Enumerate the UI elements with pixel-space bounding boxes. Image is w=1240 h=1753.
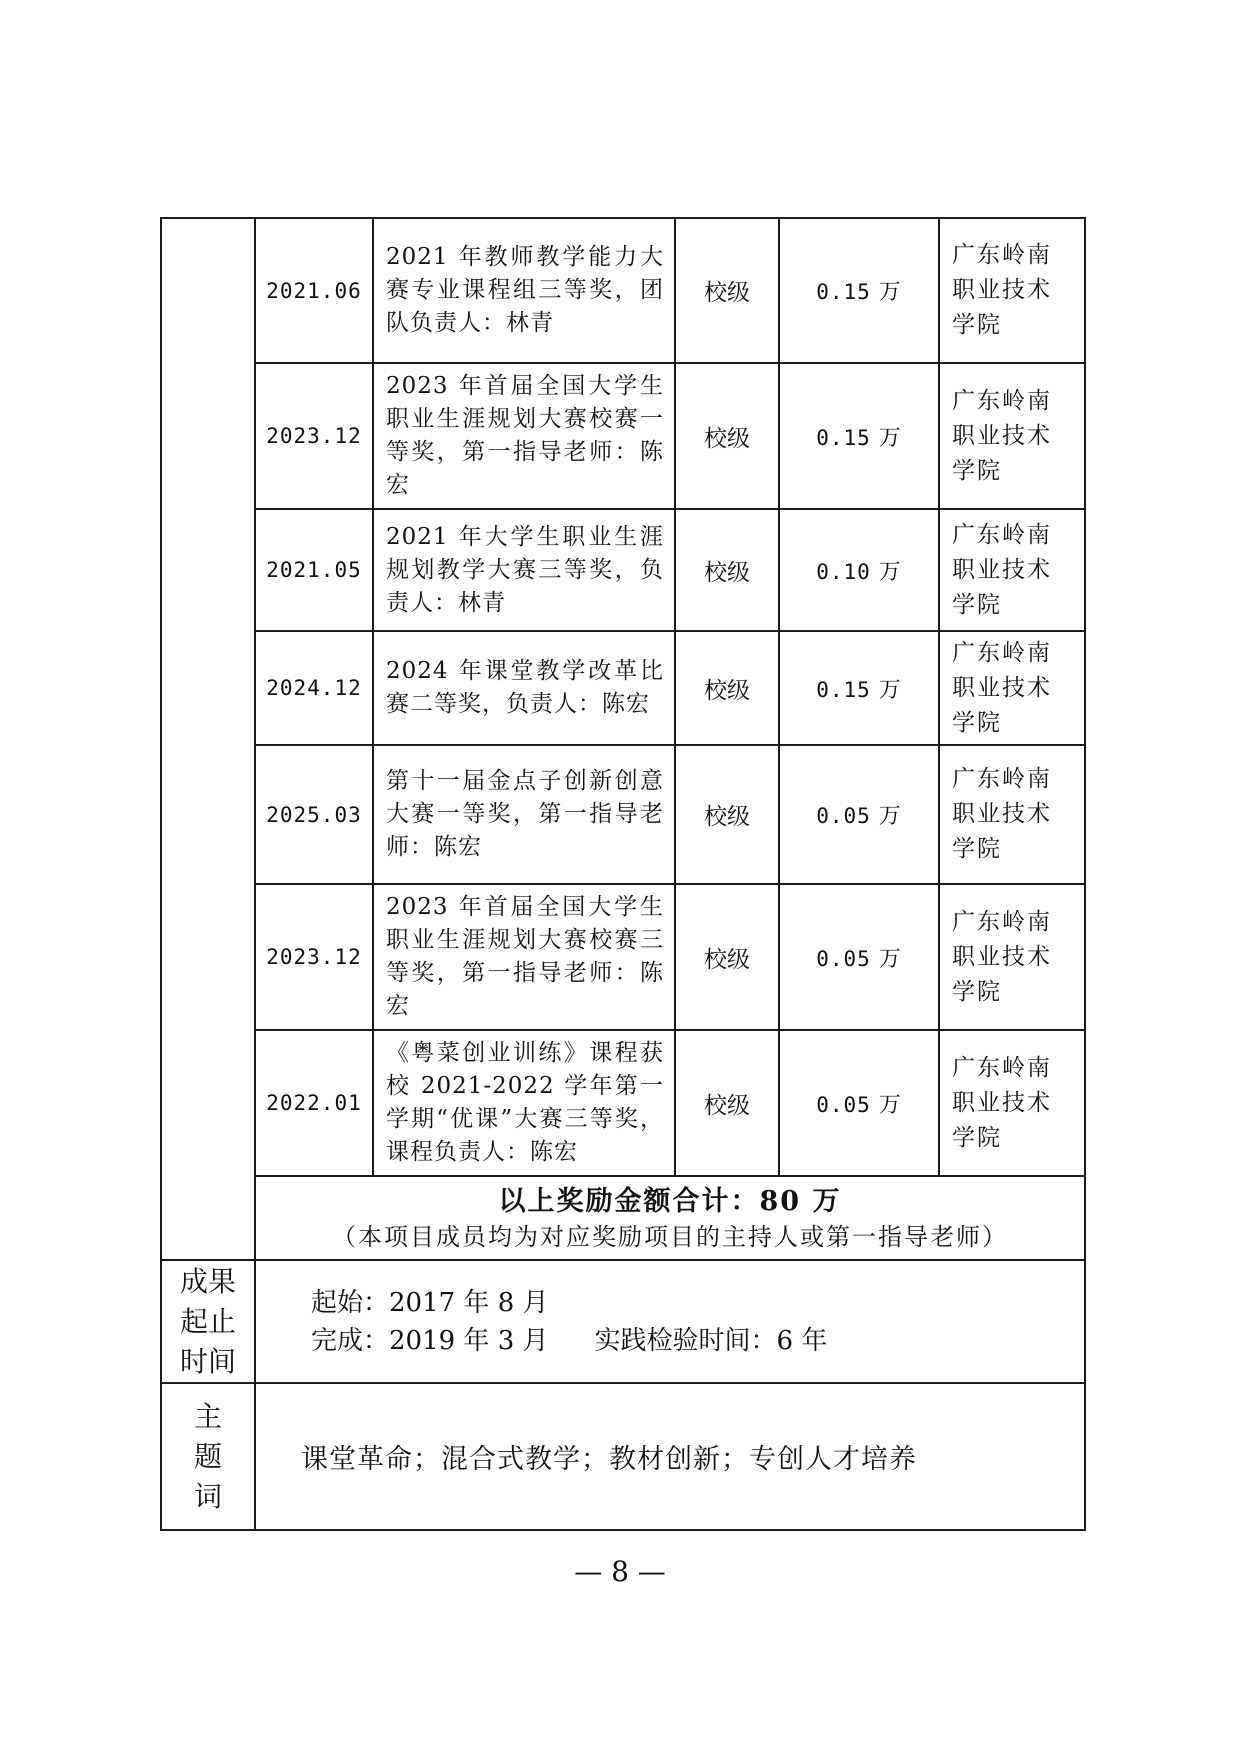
topics-label [161,1383,255,1530]
period-label [161,1260,255,1383]
award-amount-unit: 万 [878,1092,902,1118]
award-organization: 广东岭南职业技术学院 [939,218,1085,363]
award-level: 校级 [675,363,779,509]
award-amount-unit: 万 [878,804,902,829]
award-date: 2021.05 [255,509,373,631]
award-amount [779,218,939,363]
award-date: 2025.03 [255,745,373,884]
award-level: 校级 [675,509,779,631]
total-row [161,1176,1085,1260]
award-row [161,631,1085,745]
topics-label-line: 词 [193,1479,222,1513]
award-amount-value: 0.05 [816,804,871,828]
total-amount: 以上奖励金额合计：80 万 [498,1186,842,1217]
award-description: 2021 年大学生职业生涯规划教学大赛三等奖，负责人：林青 [373,509,675,631]
awards-table [160,217,1086,1531]
award-date: 2022.01 [255,1030,373,1176]
award-row [161,218,1085,363]
award-organization: 广东岭南职业技术学院 [939,363,1085,509]
award-description: 2024 年课堂教学改革比赛二等奖，负责人：陈宏 [373,631,675,745]
topics-content: 课堂革命；混合式教学；教材创新；专创人才培养 [255,1383,1085,1530]
award-amount-unit: 万 [878,559,902,585]
award-description: 《粤菜创业训练》课程获校 2021-2022 学年第一学期“优课”大赛三等奖，课程负责人：陈宏 [373,1030,675,1176]
award-organization: 广东岭南职业技术学院 [939,745,1085,884]
award-amount-value: 0.10 [816,559,871,584]
award-row [161,363,1085,509]
award-level: 校级 [675,631,779,745]
award-amount [779,363,939,509]
award-amount [779,884,939,1030]
topics-row [161,1383,1085,1530]
award-level: 校级 [675,884,779,1030]
period-start: 起始：2017 年 8 月 [311,1287,549,1318]
period-row [161,1260,1085,1383]
award-date: 2024.12 [255,631,373,745]
period-label-line: 起止 [179,1304,236,1338]
award-amount-value: 0.15 [816,677,871,702]
award-amount-unit: 万 [878,280,902,305]
topics-label-line: 主 [193,1399,222,1433]
award-amount-value: 0.05 [816,946,871,971]
award-level: 校级 [675,1030,779,1176]
period-end: 完成：2019 年 3 月 [311,1325,549,1356]
period-label-line: 时间 [179,1344,236,1378]
award-description: 2023 年首届全国大学生职业生涯规划大赛校赛三等奖，第一指导老师：陈宏 [373,884,675,1030]
award-row [161,509,1085,631]
award-organization: 广东岭南职业技术学院 [939,1030,1085,1176]
award-row [161,745,1085,884]
total-cell [255,1176,1085,1260]
award-row [161,1030,1085,1176]
award-amount-unit: 万 [878,946,902,972]
award-organization: 广东岭南职业技术学院 [939,509,1085,631]
period-end-line [311,1322,1084,1360]
award-amount-unit: 万 [878,677,902,703]
award-date: 2023.12 [255,884,373,1030]
award-description: 2023 年首届全国大学生职业生涯规划大赛校赛一等奖，第一指导老师：陈宏 [373,363,675,509]
topics-label-line: 题 [193,1439,222,1473]
period-practice: 实践检验时间：6 年 [594,1325,828,1356]
award-description: 2021 年教师教学能力大赛专业课程组三等奖，团队负责人：林青 [373,218,675,363]
award-date: 2023.12 [255,363,373,509]
award-amount [779,631,939,745]
period-label-line: 成果 [179,1264,236,1298]
page-number: — 8 — [574,1555,666,1588]
period-content [255,1260,1085,1383]
award-organization: 广东岭南职业技术学院 [939,631,1085,745]
award-amount-value: 0.15 [816,280,871,304]
total-note: （本项目成员均为对应奖励项目的主持人或第一指导老师） [332,1223,1008,1251]
category-label-cell [161,218,255,1260]
award-level: 校级 [675,218,779,363]
award-amount-value: 0.15 [816,425,871,450]
award-amount [779,509,939,631]
award-organization: 广东岭南职业技术学院 [939,884,1085,1030]
award-amount [779,1030,939,1176]
award-description: 第十一届金点子创新创意大赛一等奖，第一指导老师：陈宏 [373,745,675,884]
award-level: 校级 [675,745,779,884]
award-row [161,884,1085,1030]
award-amount-value: 0.05 [816,1092,871,1117]
award-amount-unit: 万 [878,425,902,451]
award-date: 2021.06 [255,218,373,363]
award-amount [779,745,939,884]
